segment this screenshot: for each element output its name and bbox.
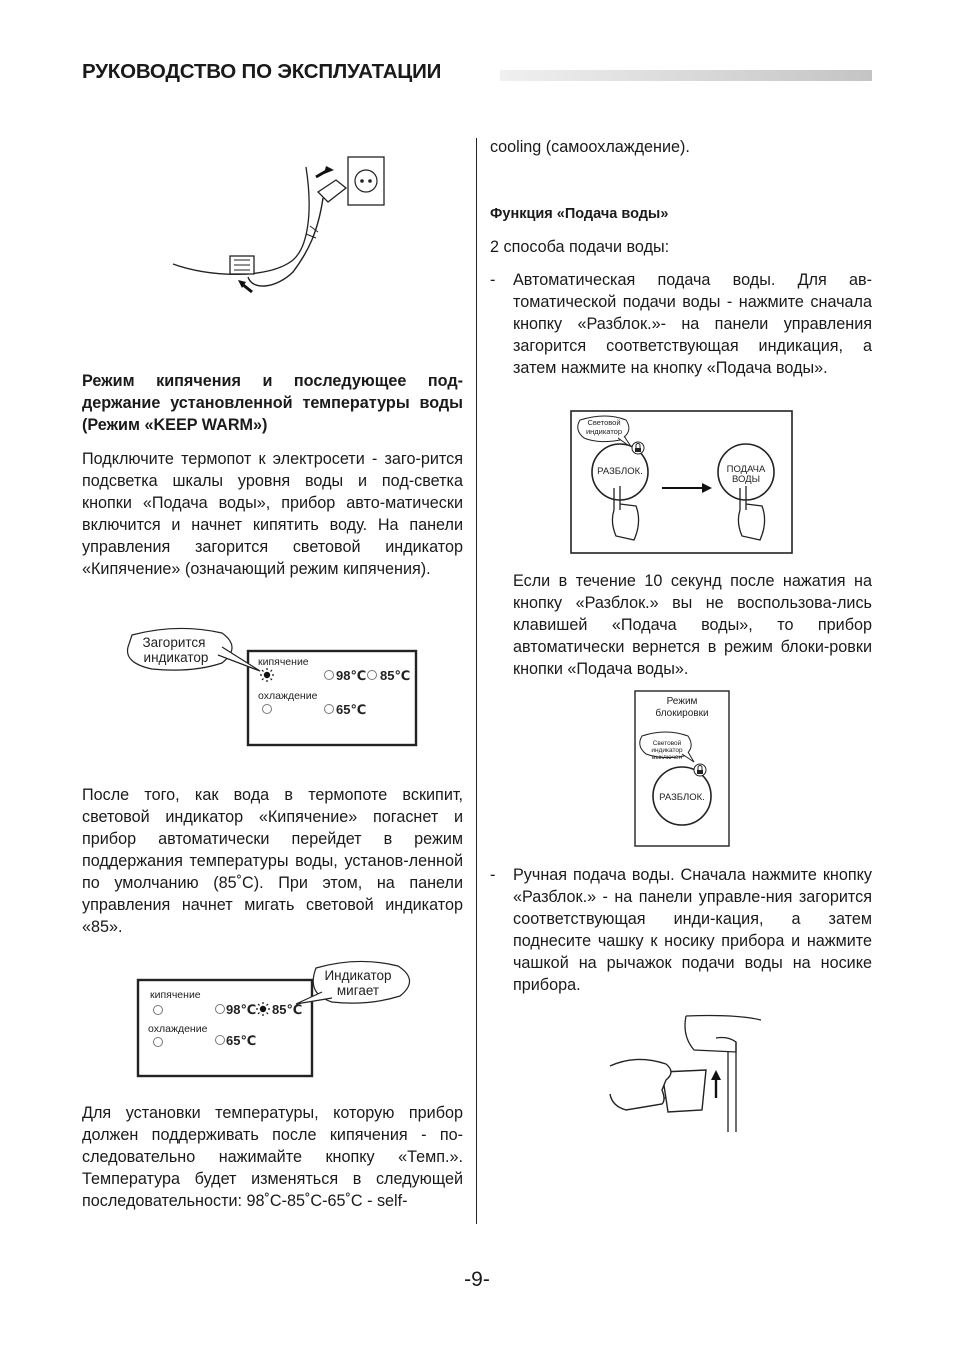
callout-text-line2: мигает [336,983,380,998]
water-supply-intro: 2 способа подачи воды: [490,238,670,256]
plug-connection-illustration [168,152,398,307]
boil-label: кипячение [258,656,309,668]
header-gradient-bar [500,70,872,81]
callout-text-line1: Индикатор [324,968,392,983]
temp-85-label: 85℃ [380,668,411,683]
water-label-line2: ВОДЫ [731,474,761,485]
indicator-text-line2: индикатор [651,747,683,754]
cool-label: охлаждение [148,1023,208,1035]
water-label-line1: ПОДАЧА [726,464,766,475]
boil-indicator-figure [122,625,418,749]
manual-supply-bullet [490,864,872,996]
indicator-text-line2: индикатор [585,427,623,436]
callout-text-line1: Загорится [142,635,206,650]
temp-65-label: 65℃ [336,702,367,717]
temp-98-label: 98℃ [336,668,367,683]
keep-warm-paragraph: После того, как вода в термопоте вскипит, световой индикатор «Кипячение» погаснет и прибор автоматически перейдет в режим поддержания температуры воды, установ-ленной по умолчанию (85˚С). При этом, на панели управления начнет мигать световой индикатор «85». [82,786,463,936]
timeout-paragraph: Если в течение 10 секунд после нажатия на кнопку «Разблок.» вы не воспользова-лись клавишей «Подача воды», то прибор автоматически вернется в режим блоки-ровки кнопки «Подача воды». [513,572,872,678]
arrow-up-icon [711,1070,721,1080]
cool-label: охлаждение [258,690,318,702]
column-divider [476,138,477,1224]
boil-mode-heading: Режим кипячения и последующее под-держание установленной температуры воды (Режим «KEEP WARM») [82,372,463,434]
water-supply-heading: Функция «Подача воды» [490,206,669,222]
boil-label: кипячение [150,989,201,1001]
indicator-text-line1: Световой [587,418,621,427]
page-header-title: РУКОВОДСТВО ПО ЭКСПЛУАТАЦИИ [82,60,442,83]
blinking-indicator-figure [136,960,416,1084]
callout-text-line2: индикатор [143,650,209,665]
indicator-text-line1: Световой [652,740,682,747]
auto-supply-bullet [490,269,872,379]
temp-65-label: 65℃ [226,1033,257,1048]
self-cooling-continuation: cooling (самоохлаждение). [490,138,690,156]
lock-mode-title-line2: блокировки [655,708,709,719]
unlock-label: РАЗБЛОК. [597,466,643,477]
lock-mode-figure [634,690,730,848]
lock-icon [694,764,706,776]
unlock-then-water-figure [570,410,793,555]
unlock-label: РАЗБЛОК. [659,792,705,803]
boil-mode-paragraph: Подключите термопот к электросети - заго-рится подсветка шкалы уровня воды и под-светка кнопки «Подача воды», прибор авто-матически включится и начнет кипятить воду. На панели управления загорится световой индикатор «Кипячение» (означающий режим кипячения). [82,450,463,578]
temp-98-label: 98℃ [226,1002,257,1017]
lock-mode-title-line1: Режим [666,696,698,707]
cup-under-spout-illustration [596,1006,768,1134]
lock-icon [632,442,644,454]
bullet-dash: - [490,866,496,884]
auto-supply-text: Автоматическая подача воды. Для ав-томатической подачи воды - нажмите сначала кнопку «Разблок.»- на панели управления загорится соответствующая индикация, а затем нажмите на кнопку «Подача воды». [513,271,872,377]
temperature-setting-paragraph: Для установки температуры, которую прибор должен поддерживать после кипячения - по-следовательно нажимайте кнопку «Темп.». Температура будет изменяться в следующей последовательности: 98˚С-85˚С-65˚С - self- [82,1104,463,1210]
page-number: -9- [464,1268,490,1291]
manual-supply-text: Ручная подача воды. Сначала нажмите кнопку «Разблок.» - на панели управле-ния загорится соответствующая инди-кация, а затем поднесите чашку к носику прибора и нажмите чашкой на рычажок подачи воды на носике прибора. [513,866,872,994]
bullet-dash: - [490,271,496,289]
indicator-text-line3: выключен [651,754,683,761]
temp-85-label: 85℃ [272,1002,303,1017]
hand-icon [610,1059,671,1110]
